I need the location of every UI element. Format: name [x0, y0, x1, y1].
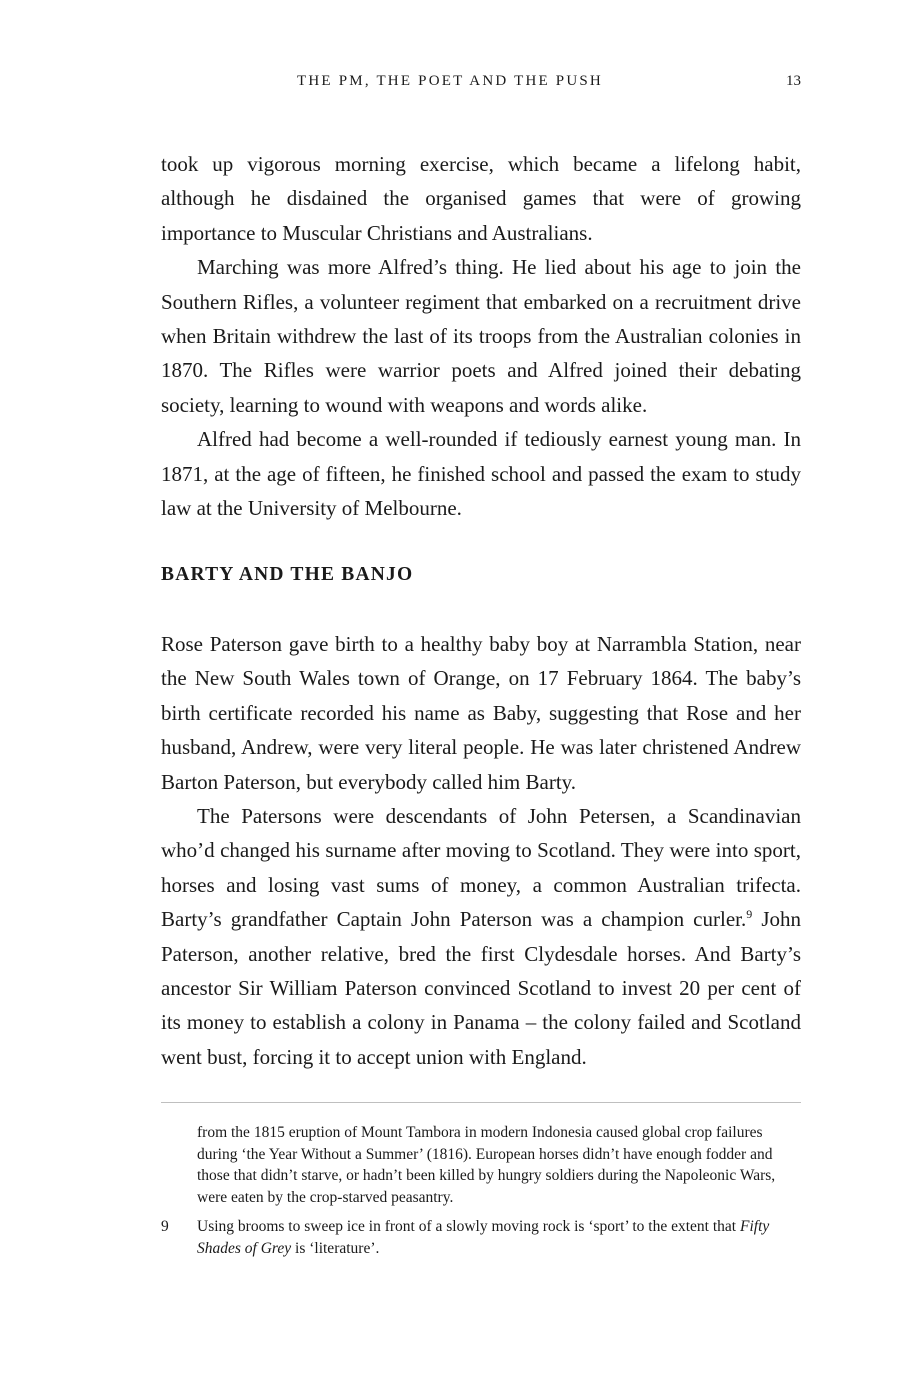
- footnote-9: [161, 1216, 801, 1259]
- paragraph-text: The Patersons were descendants of John Petersen, a Scandinavian who’d changed his surname after moving to Scotland. They were into sport, horses and losing vast sums of money, a common Australian trifecta. Barty’s grandfather Captain John Paterson was a champion curler.: [161, 804, 801, 932]
- footnote-text-part: is ‘literature’.: [291, 1239, 380, 1257]
- footnote-reference[interactable]: 9: [746, 907, 753, 922]
- footnote-number: 9: [161, 1218, 169, 1236]
- paragraph: Alfred had become a well-rounded if tediously earnest young man. In 1871, at the age of fifteen, he finished school and passed the exam to study law at the University of Melbourne.: [161, 427, 801, 521]
- section-heading: BARTY AND THE BANJO: [161, 564, 414, 585]
- footnote-text: [197, 1216, 801, 1259]
- body-text-bottom: [161, 627, 801, 1074]
- paragraph-text: John Paterson, another relative, bred the first Clydesdale horses. And Barty’s ancestor Sir William Paterson convinced Scotland to invest 20 per cent of its money to establish a colony in Panama – the colony failed and Scotland went bust, forcing it to accept union with England.: [161, 907, 801, 1069]
- footnote-divider: [161, 1102, 801, 1103]
- paragraph: Marching was more Alfred’s thing. He lied about his age to join the Southern Rifles, a volunteer regiment that embarked on a recruitment drive when Britain withdrew the last of its troops from the Australian colonies in 1870. The Rifles were warrior poets and Alfred joined their debating society, learning to wound with weapons and words alike.: [161, 255, 801, 417]
- paragraph: Rose Paterson gave birth to a healthy baby boy at Narrambla Station, near the New South Wales town of Orange, on 17 February 1864. The baby’s birth certificate recorded his name as Baby, suggesting that Rose and her husband, Andrew, were very literal people. He was later christened Andrew Barton Paterson, but everybody called him Barty.: [161, 632, 801, 794]
- footnote-text-part: Using brooms to sweep ice in front of a slowly moving rock is ‘sport’ to the extent that: [197, 1218, 740, 1236]
- footnotes: [161, 1122, 801, 1260]
- paragraph: [161, 799, 801, 1074]
- paragraph: took up vigorous morning exercise, which became a lifelong habit, although he disdained the organised games that were of growing importance to Muscular Christians and Australians.: [161, 152, 801, 245]
- book-title: Fifty Shades of Grey: [197, 1218, 770, 1257]
- running-head: THE PM, THE POET AND THE PUSH: [297, 73, 603, 89]
- body-text-top: [161, 147, 801, 525]
- page-number: 13: [786, 73, 801, 89]
- footnote-continued: from the 1815 eruption of Mount Tambora in modern Indonesia caused global crop failures during ‘the Year Without a Summer’ (1816). European horses didn’t have enough fodder and those that didn’t starve, or hadn’t been killed by hungry soldiers during the Napoleonic Wars, were eaten by the crop-starved peasantry.: [197, 1124, 776, 1206]
